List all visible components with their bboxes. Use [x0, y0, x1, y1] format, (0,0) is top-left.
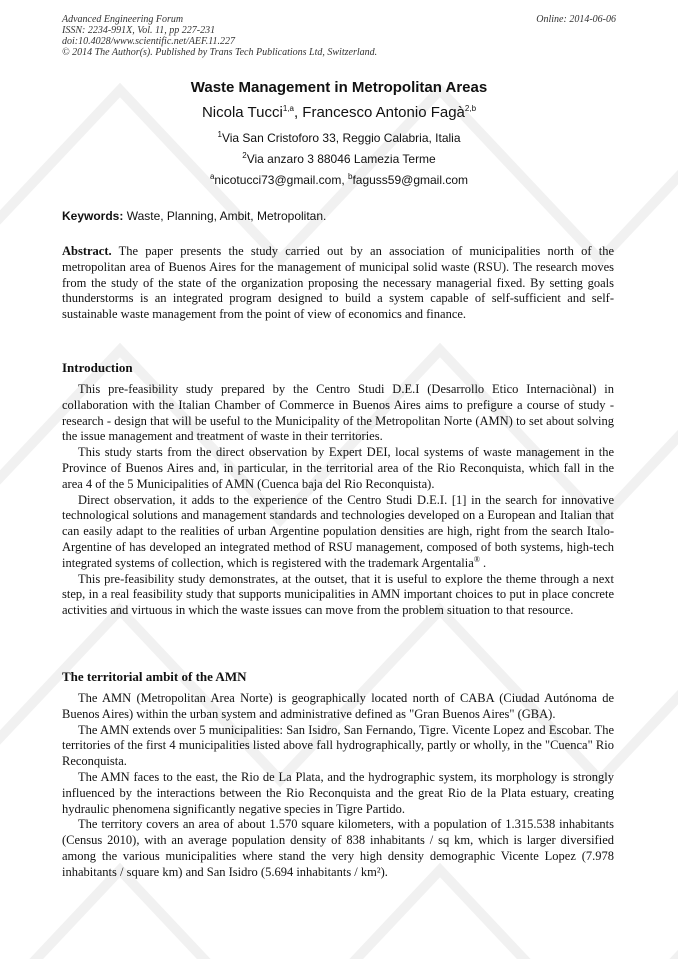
journal-issn: ISSN: 2234-991X, Vol. 11, pp 227-231: [62, 25, 216, 36]
abstract-text: The paper presents the study carried out by an association of municipalities north of the metropolitan area of Buenos Aires for the management of municipal solid waste (RSU). The research moves from the study of the state of the organization proposing the necessary managerial fixed. By setting goals thunderstorms is an integrated program designed to build a system capable of self-sufficient and self-sustainable waste management from the point of view of economics and finance.: [62, 244, 614, 322]
affiliation-2-text: Via anzaro 3 88046 Lamezia Terme: [246, 152, 436, 166]
paragraph: The AMN (Metropolitan Area Norte) is geographically located north of CABA (Ciudad Autónoma de Buenos Aires) within the urban system and administrative defined as "Gran Buenos Aires" (GBA).: [62, 691, 614, 721]
paragraph: The AMN faces to the east, the Rio de La Plata, and the hydrographic system, its morphology is strongly influenced by the interactions between the Rio Reconquista and the great Rio de la Plata estuary, creating hydraulic phenomena significantly negative species in Tigre Partido.: [62, 769, 614, 816]
email-a-marker: a: [209, 172, 215, 181]
email-b-marker: b: [348, 172, 353, 181]
section-heading-introduction: Introduction: [62, 360, 133, 375]
paragraph: This study starts from the direct observation by Expert DEI, local systems of waste management in the Province of Buenos Aires and, in particular, in the territorial area of the Rio Reconquista, which fall in the area 4 of the 5 Municipalities of AMN (Cuenca baja del Rio Reconquista).: [62, 445, 614, 491]
journal-doi: doi:10.4028/www.scientific.net/AEF.11.227: [62, 36, 236, 47]
paragraph: The AMN extends over 5 municipalities: San Isidro, San Fernando, Tigre. Vicente Lopez and Escobar. The territories of the first 4 municipalities listed above fall hydrographically, partly or wholly, in the "Cuenca" Rio Reconquista.: [62, 722, 614, 769]
abstract: [62, 244, 614, 323]
trademark-symbol: ®: [473, 554, 480, 564]
online-date: Online: 2014-06-06: [536, 14, 616, 25]
affiliation-1-marker: 1: [217, 130, 222, 139]
paragraph: This pre-feasibility study prepared by the Centro Studi D.E.I (Desarrollo Etico Internaciònal) in collaboration with the Italian Chamber of Commerce in Buenos Aires aims to prefigure a course of study - research - design that will be useful to the Municipality of the Metropolitan Norte (AMN) to set about solving the issue management and treatment of waste in their territories.: [62, 382, 614, 444]
affiliation-1: [0, 131, 678, 145]
introduction-body: [62, 382, 614, 619]
author-separator: ,: [293, 104, 303, 121]
paper-title: Waste Management in Metropolitan Areas: [190, 79, 488, 96]
territorial-body: [62, 691, 614, 881]
paragraph: This pre-feasibility study demonstrates, at the outset, that it is useful to explore the theme through a next step, in a real feasibility study that supports municipalities in AMN important choices to put in place concrete activities and virtuous in which the waste issues can move from the problem situation to that resource.: [62, 571, 614, 618]
section-heading-territorial: The territorial ambit of the AMN: [62, 669, 247, 684]
author-1: Nicola Tucci: [201, 104, 283, 121]
paragraph-text: Direct observation, it adds to the experience of the Centro Studi D.E.I. [1] in the search for innovative technological solutions and management standards and technologies developed on a European and Italian that can easily adapt to the realities of urban Argentine population densities are high, right from the search Italo-Argentine of has developed an integrated method of RSU management, composed of both systems, high-tech integrated systems of collection, which is registered with the trademark Argentalia: [62, 492, 614, 570]
journal-name: Advanced Engineering Forum: [62, 14, 184, 25]
email-b: faguss59@gmail.com: [352, 173, 469, 187]
affiliation-2-marker: 2: [242, 151, 247, 160]
paragraph-end: .: [479, 555, 487, 570]
abstract-label: Abstract.: [62, 244, 112, 258]
keywords: [62, 209, 326, 223]
author-2: Francesco Antonio Fagà: [302, 104, 465, 121]
affiliation-2: [0, 152, 678, 166]
affiliation-1-text: Via San Cristoforo 33, Reggio Calabria, Italia: [221, 131, 461, 145]
author-emails: [0, 173, 678, 187]
journal-copyright: © 2014 The Author(s). Published by Trans Tech Publications Ltd, Switzerland.: [62, 47, 378, 58]
keywords-label: Keywords:: [62, 209, 124, 223]
email-a: nicotucci73@gmail.com,: [214, 173, 348, 187]
paper-authors: [0, 104, 678, 121]
author-1-affiliation: 1,a: [282, 104, 294, 113]
keywords-text: Waste, Planning, Ambit, Metropolitan.: [123, 209, 327, 223]
paragraph: [62, 493, 614, 572]
author-2-affiliation: 2,b: [464, 104, 477, 113]
paragraph: The territory covers an area of about 1.570 square kilometers, with a population of 1.315.538 inhabitants (Census 2010), with an average population density of 838 inhabitants / sq km, which is larger diversified among the various municipalities where stand the very high density demographic Vicente Lopez (7.978 inhabitants / square km) and San Isidro (5.694 inhabitants / km²).: [62, 817, 614, 879]
